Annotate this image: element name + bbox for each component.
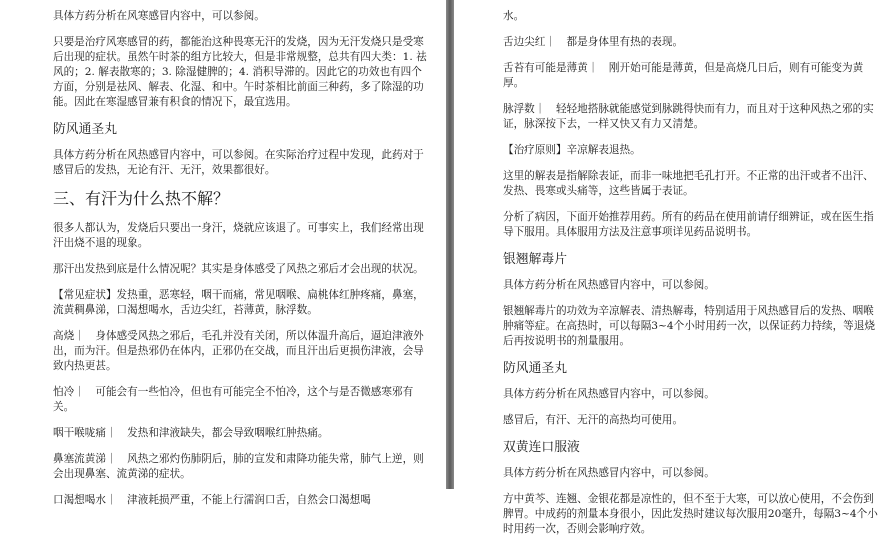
paragraph: 具体方药分析在风寒感冒内容中，可以参阅。 xyxy=(53,10,265,22)
medicine-heading: 银翘解毒片 xyxy=(503,252,567,267)
medicine-heading: 防风通圣丸 xyxy=(53,122,117,137)
paragraph: 水。 xyxy=(503,10,525,22)
medicine-heading: 防风通圣丸 xyxy=(503,361,567,376)
paragraph: 具体方药分析在风热感冒内容中，可以参阅。 xyxy=(503,467,715,479)
paragraph: 舌苔有可能是薄黄｜ 刚开始可能是薄黄，但是高烧几日后，则有可能变为黄厚。 xyxy=(503,62,864,89)
paragraph: 这里的解表是指解除表证，而非一味地把毛孔打开。不正常的出汗或者不出汗、发热、畏寒或头痛等，这些皆属于表证。 xyxy=(503,170,874,197)
paragraph: 【治疗原则】辛凉解表退热。 xyxy=(503,144,641,156)
paragraph: 具体方药分析在风热感冒内容中，可以参阅。 xyxy=(503,388,715,400)
paragraph: 口渴想喝水｜ 津液耗损严重，不能上行濡润口舌，自然会口渴想喝 xyxy=(53,494,371,506)
paragraph: 【常见症状】发热重，恶寒轻，咽干而痛，常见咽喉、扁桃体红肿疼痛，鼻塞，流黄稠鼻涕，口渴想喝水，舌边尖红，苔薄黄，脉浮数。 xyxy=(53,289,424,316)
section-title: 三、有汗为什么热不解？ xyxy=(53,189,230,208)
paragraph: 那汗出发热到底是什么情况呢？其实是身体感受了风热之邪后才会出现的状况。 xyxy=(53,263,424,275)
paragraph: 舌边尖红｜ 都是身体里有热的表现。 xyxy=(503,36,684,48)
paragraph: 怕冷｜ 可能会有一些怕冷，但也有可能完全不怕冷，这个与是否微感寒邪有关。 xyxy=(53,386,414,413)
paragraph: 咽干喉咙痛｜ 发热和津液缺失，都会导致咽喉红肿热痛。 xyxy=(53,427,329,439)
paragraph: 鼻塞流黄涕｜ 风热之邪灼伤肺阴后，肺的宣发和肃降功能失常，肺气上逆，则会出现鼻塞、流黄涕的症状。 xyxy=(53,453,424,480)
paragraph: 具体方药分析在风热感冒内容中，可以参阅。在实际治疗过程中发现，此药对于感冒后的发热，无论有汗、无汗，效果都很好。 xyxy=(53,149,424,176)
paragraph: 方中黄芩、连翘、金银花都是凉性的，但不至于大寒，可以放心使用，不会伤到脾胃。中成药的剂量本身很小，因此发热时建议每次服用20毫升，每隔3~4个小时用药一次，否则会影响疗效。 xyxy=(503,493,878,535)
paragraph: 很多人都认为，发烧后只要出一身汗，烧就应该退了。可事实上，我们经常出现汗出烧不退的现象。 xyxy=(53,222,424,249)
paragraph: 高烧｜ 身体感受风热之邪后，毛孔并没有关闭，所以体温升高后，逼迫津液外出，而为汗。但是热邪仍在体内，正邪仍在交战，而且汗出后更损伤津液，会导致内热更甚。 xyxy=(53,330,424,372)
right-page xyxy=(454,0,895,535)
page-divider xyxy=(446,0,454,489)
paragraph: 只要是治疗风寒感冒的药，都能治这种畏寒无汗的发烧，因为无汗发烧只是受寒后出现的症状。虽然午时茶的组方比较大，但是非常规整，总共有四大类：1. 祛风的；2. 解表散寒的；3. 除湿健脾的；4. 消积导滞的。因此它的功效也有四个方面，分别是祛风、解表、化湿、和中。午时茶相比前面三种药，多了除湿的功能。因此在寒湿感冒兼有积食的情况下，最宜选用。 xyxy=(53,36,427,108)
paragraph: 银翘解毒片的功效为辛凉解表、清热解毒，特别适用于风热感冒后的发热、咽喉肿痛等症。在高热时，可以每隔3~4个小时用药一次，以保证药力持续，等退烧后再按说明书的剂量服用。 xyxy=(503,305,875,347)
left-page xyxy=(0,0,446,506)
paragraph: 脉浮数｜ 轻轻地搭脉就能感觉到脉跳得快而有力，而且对于这种风热之邪的实证，脉深按下去，一样又快又有力又清楚。 xyxy=(503,103,874,130)
medicine-heading: 双黄连口服液 xyxy=(503,440,580,455)
paragraph: 感冒后，有汗、无汗的高热均可使用。 xyxy=(503,414,684,426)
paragraph: 具体方药分析在风热感冒内容中，可以参阅。 xyxy=(503,279,715,291)
paragraph: 分析了病因，下面开始推荐用药。所有的药品在使用前请仔细辨证，或在医生指导下服用。具体服用方法及注意事项详见药品说明书。 xyxy=(503,211,874,238)
